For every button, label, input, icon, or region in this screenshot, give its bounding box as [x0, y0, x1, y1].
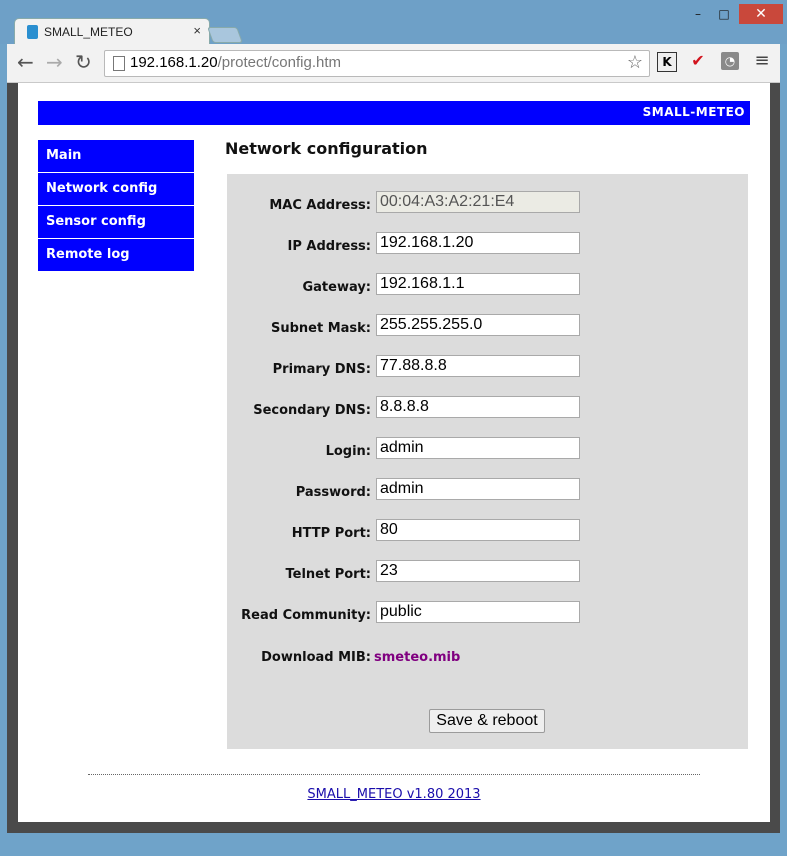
http-port-label: HTTP Port: — [291, 526, 371, 541]
browser-menu-icon[interactable]: ≡ — [754, 50, 770, 71]
password-field[interactable] — [376, 478, 580, 500]
secondary-dns-row — [227, 396, 748, 422]
browser-toolbar — [7, 44, 780, 83]
page — [18, 83, 770, 822]
bookmark-star-icon[interactable]: ☆ — [626, 52, 643, 72]
back-arrow-icon[interactable]: ← — [17, 50, 34, 74]
http-port-row — [227, 519, 748, 545]
favicon-icon — [27, 25, 38, 39]
gateway-field[interactable] — [376, 273, 580, 295]
browser-tab[interactable] — [14, 18, 210, 46]
login-field[interactable] — [376, 437, 580, 459]
gateway-row — [227, 273, 748, 299]
primary-dns-label: Primary DNS: — [272, 362, 371, 377]
window-titlebar — [0, 0, 787, 44]
page-viewport — [7, 83, 780, 833]
minimize-button[interactable]: – — [695, 7, 701, 21]
download-mib-row — [227, 645, 748, 671]
save-reboot-button[interactable]: Save & reboot — [429, 709, 545, 733]
primary-dns-field[interactable] — [376, 355, 580, 377]
ip-label: IP Address: — [287, 239, 371, 254]
sidebar-item-sensor-config[interactable]: Sensor config — [38, 206, 194, 238]
login-row — [227, 437, 748, 463]
kaspersky-icon[interactable]: ✔ — [691, 51, 705, 70]
reload-icon[interactable]: ↻ — [75, 50, 92, 74]
page-icon — [113, 56, 125, 71]
sidebar-item-remote-log[interactable]: Remote log — [38, 239, 194, 271]
close-window-button[interactable]: ✕ — [739, 4, 783, 24]
sidebar-item-network-config[interactable]: Network config — [38, 173, 194, 205]
banner-title: SMALL-METEO — [642, 105, 745, 119]
telnet-port-row — [227, 560, 748, 586]
page-title: Network configuration — [225, 139, 428, 158]
secondary-dns-label: Secondary DNS: — [253, 403, 371, 418]
subnet-label: Subnet Mask: — [270, 321, 371, 336]
footer-divider — [88, 774, 700, 775]
secondary-dns-field[interactable] — [376, 396, 580, 418]
primary-dns-row — [227, 355, 748, 381]
network-config-form — [227, 174, 748, 749]
login-label: Login: — [325, 444, 371, 459]
mac-field[interactable] — [376, 191, 580, 213]
address-bar[interactable] — [104, 50, 650, 77]
subnet-mask-field[interactable] — [376, 314, 580, 336]
footer — [18, 787, 770, 802]
tab-title: SMALL_METEO — [44, 25, 133, 39]
mac-row — [227, 191, 748, 217]
http-port-field[interactable] — [376, 519, 580, 541]
mac-label: MAC Address: — [269, 198, 371, 213]
sidebar-item-main[interactable]: Main — [38, 140, 194, 172]
sidebar-menu — [38, 140, 194, 272]
forward-arrow-icon[interactable]: → — [46, 50, 63, 74]
password-row — [227, 478, 748, 504]
read-community-row — [227, 601, 748, 627]
download-mib-link[interactable]: smeteo.mib — [374, 650, 461, 665]
subnet-row — [227, 314, 748, 340]
password-label: Password: — [295, 485, 371, 500]
read-community-field[interactable] — [376, 601, 580, 623]
rss-icon[interactable]: ◔ — [721, 52, 739, 70]
ip-row — [227, 232, 748, 258]
footer-version-link[interactable]: SMALL_METEO v1.80 2013 — [307, 787, 481, 802]
tab-close-icon[interactable]: × — [193, 23, 201, 38]
header-banner — [38, 101, 750, 125]
read-community-label: Read Community: — [241, 608, 371, 623]
gateway-label: Gateway: — [302, 280, 371, 295]
address-url[interactable]: 192.168.1.20/protect/config.htm — [130, 54, 341, 71]
telnet-port-label: Telnet Port: — [285, 567, 371, 582]
ip-address-field[interactable] — [376, 232, 580, 254]
extension-k-icon[interactable]: K — [657, 52, 677, 72]
telnet-port-field[interactable] — [376, 560, 580, 582]
maximize-button[interactable]: □ — [718, 7, 730, 21]
download-mib-label: Download MIB: — [261, 650, 371, 665]
new-tab-button[interactable] — [207, 27, 243, 43]
